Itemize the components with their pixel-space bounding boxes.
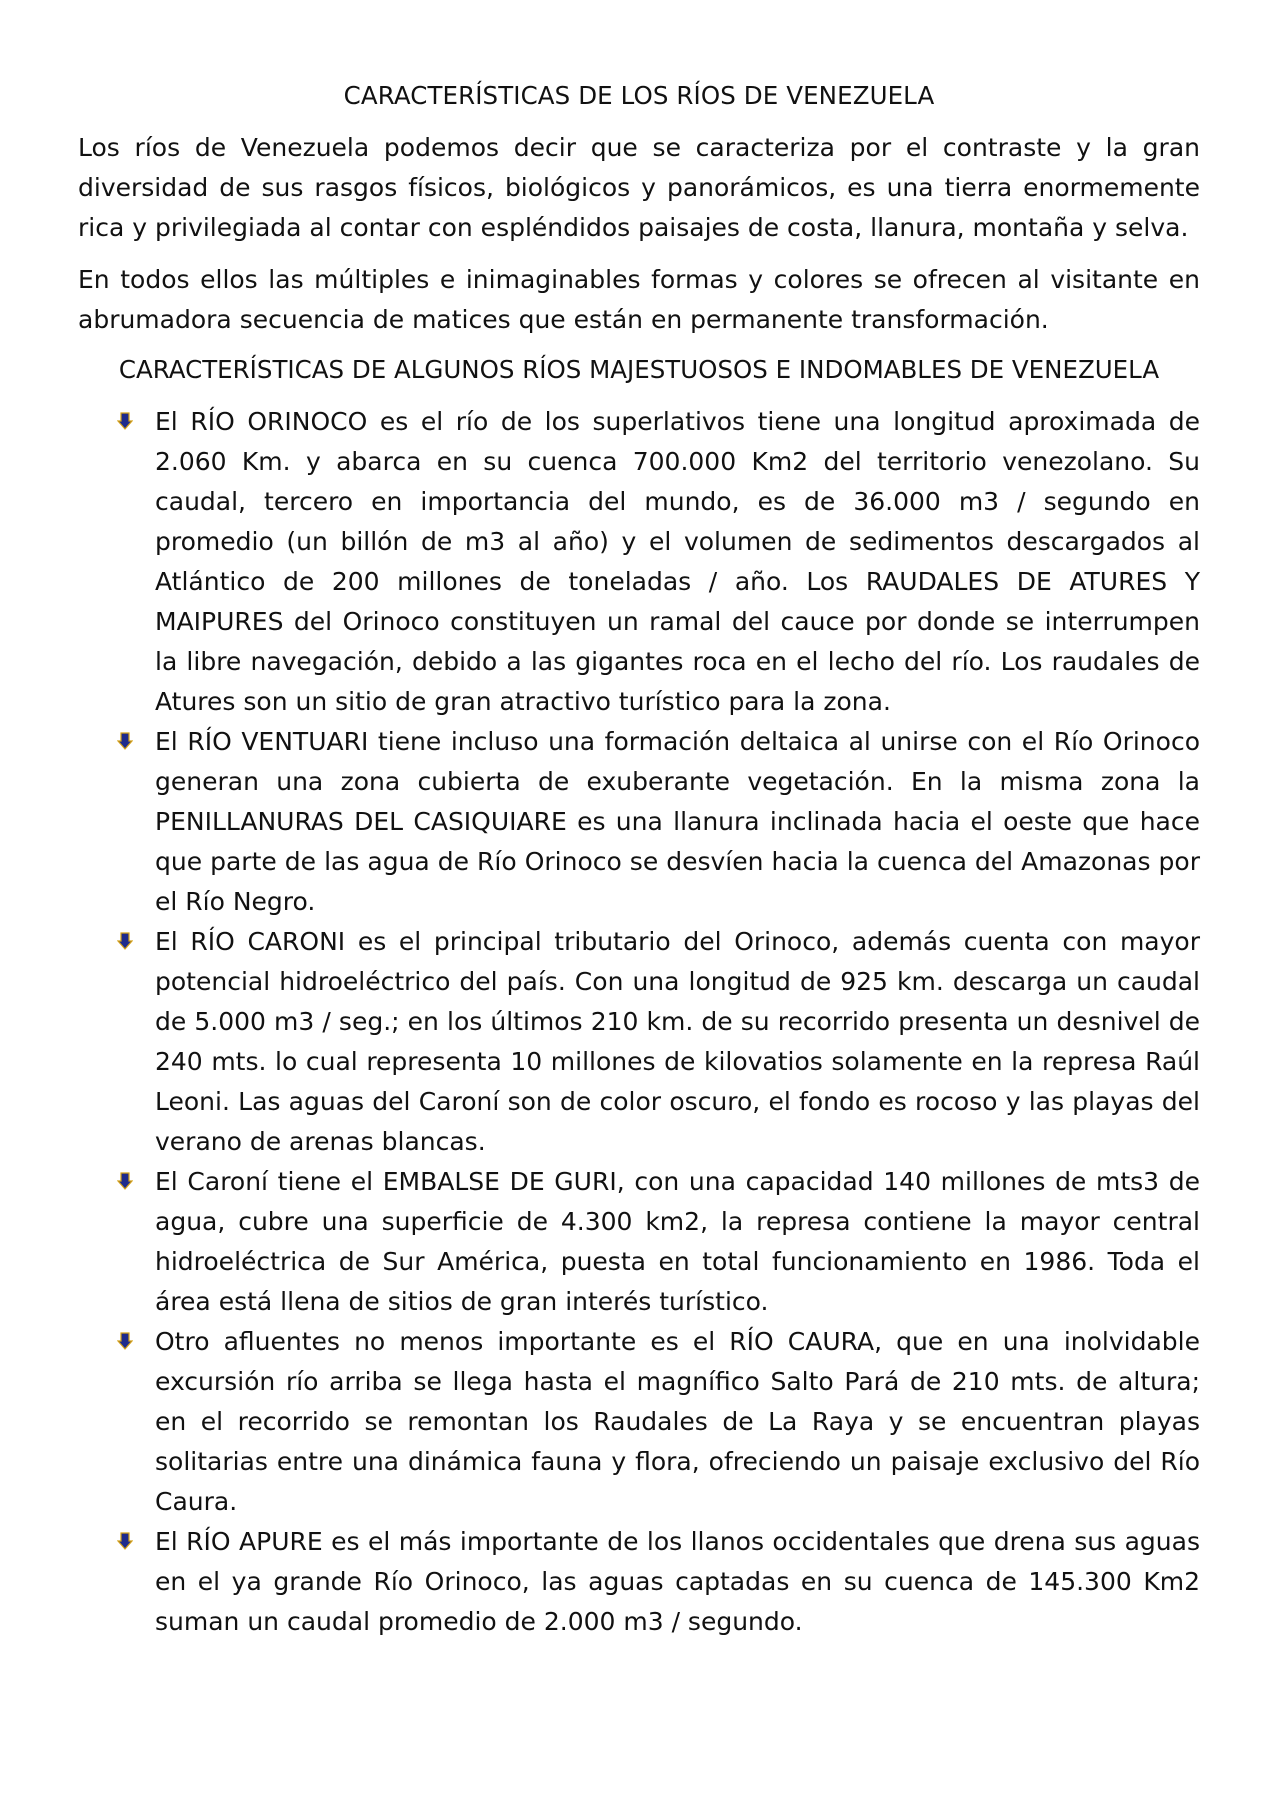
arrow-down-bullet-icon <box>117 1332 133 1350</box>
river-text: El RÍO VENTUARI tiene incluso una formación deltaica al unirse con el Río Orinoco generan una zona cubierta de exuberante vegetación. En la misma zona la PENILLANURAS DEL CASIQUIARE es una llanura inclinada hacia el oeste que hace que parte de las agua de Río Orinoco se desvíen hacia la cuenca del Amazonas por el Río Negro. <box>155 727 1200 916</box>
river-text: El RÍO CARONI es el principal tributario del Orinoco, además cuenta con mayor potencial hidroeléctrico del país. Con una longitud de 925 km. descarga un caudal de 5.000 m3 / seg.; en los últimos 210 km. de su recorrido presenta un desnivel de 240 mts. lo cual representa 10 millones de kilovatios solamente en la represa Raúl Leoni. Las aguas del Caroní son de color oscuro, el fondo es rocoso y las playas del verano de arenas blancas. <box>155 927 1200 1156</box>
list-item-embalse-guri <box>155 1162 1200 1322</box>
list-item-rio-caroni <box>155 922 1200 1162</box>
river-text: El RÍO APURE es el más importante de los llanos occidentales que drena sus aguas en el ya grande Río Orinoco, las aguas captadas en su cuenca de 145.300 Km2 suman un caudal promedio de 2.000 m3 / segundo. <box>155 1527 1200 1636</box>
intro-paragraph-2: En todos ellos las múltiples e inimaginables formas y colores se ofrecen al visitante en abrumadora secuencia de matices que están en permanente transformación. <box>78 265 1200 334</box>
arrow-down-bullet-icon <box>117 412 133 430</box>
section-subtitle: CARACTERÍSTICAS DE ALGUNOS RÍOS MAJESTUOSOS E INDOMABLES DE VENEZUELA <box>118 355 1160 384</box>
document-title: CARACTERÍSTICAS DE LOS RÍOS DE VENEZUELA <box>343 81 935 110</box>
rivers-list <box>78 402 1200 1642</box>
arrow-down-bullet-icon <box>117 1532 133 1550</box>
river-text: El Caroní tiene el EMBALSE DE GURI, con una capacidad 140 millones de mts3 de agua, cubre una superficie de 4.300 km2, la represa contiene la mayor central hidroeléctrica de Sur América, puesta en total funcionamiento en 1986. Toda el área está llena de sitios de gran interés turístico. <box>155 1167 1200 1316</box>
list-item-rio-ventuari <box>155 722 1200 922</box>
river-text: Otro afluentes no menos importante es el RÍO CAURA, que en una inolvidable excursión río arriba se llega hasta el magnífico Salto Pará de 210 mts. de altura; en el recorrido se remontan los Raudales de La Raya y se encuentran playas solitarias entre una dinámica fauna y flora, ofreciendo un paisaje exclusivo del Río Caura. <box>155 1327 1200 1516</box>
list-item-rio-caura <box>155 1322 1200 1522</box>
list-item-rio-apure <box>155 1522 1200 1642</box>
river-text: El RÍO ORINOCO es el río de los superlativos tiene una longitud aproximada de 2.060 Km. y abarca en su cuenca 700.000 Km2 del territorio venezolano. Su caudal, tercero en importancia del mundo, es de 36.000 m3 / segundo en promedio (un billón de m3 al año) y el volumen de sedimentos descargados al Atlántico de 200 millones de toneladas / año. Los RAUDALES DE ATURES Y MAIPURES del Orinoco constituyen un ramal del cauce por donde se interrumpen la libre navegación, debido a las gigantes roca en el lecho del río. Los raudales de Atures son un sitio de gran atractivo turístico para la zona. <box>155 407 1200 716</box>
list-item-rio-orinoco <box>155 402 1200 722</box>
arrow-down-bullet-icon <box>117 1172 133 1190</box>
intro-paragraph: Los ríos de Venezuela podemos decir que se caracteriza por el contraste y la gran diversidad de sus rasgos físicos, biológicos y panorámicos, es una tierra enormemente rica y privilegiada al contar con espléndidos paisajes de costa, llanura, montaña y selva. <box>78 133 1200 242</box>
arrow-down-bullet-icon <box>117 932 133 950</box>
arrow-down-bullet-icon <box>117 732 133 750</box>
